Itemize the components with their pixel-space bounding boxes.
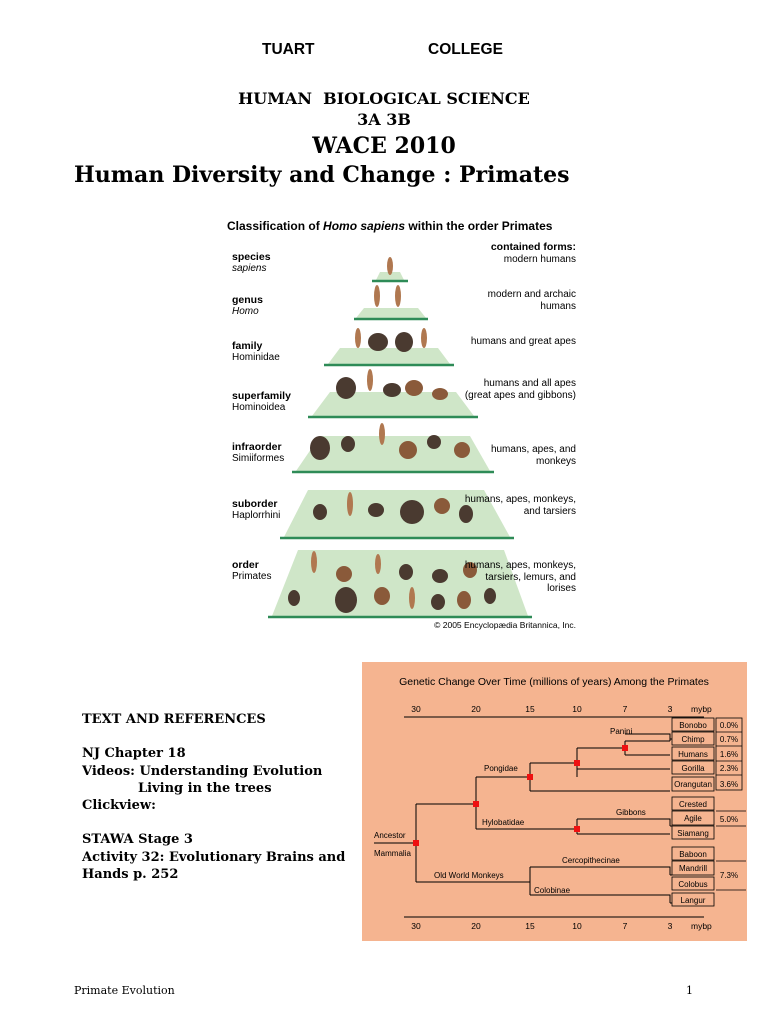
- rank-genus: genus Homo: [232, 294, 263, 317]
- species-label: Mandrill: [678, 864, 708, 873]
- tick-label: 7: [622, 704, 628, 714]
- species-label: Siamang: [677, 829, 709, 838]
- percentage-label: 7.3%: [719, 871, 739, 880]
- species-label: Bonobo: [679, 721, 707, 730]
- pyramid-heading: Classification of Homo sapiens within the order Primates: [227, 219, 553, 233]
- species-label: Agile: [684, 814, 702, 823]
- forms-order: humans, apes, monkeys, tarsiers, lemurs, and lorises: [464, 560, 576, 594]
- percentage-label: 3.6%: [719, 780, 739, 789]
- clade-label: Gibbons: [616, 808, 646, 817]
- rank-suborder: suborder Haplorrhini: [232, 498, 281, 521]
- tick-label: 3: [667, 921, 673, 931]
- divergence-nodes: [413, 745, 628, 846]
- percentage-label: 2.3%: [719, 764, 739, 773]
- references-block: [82, 711, 345, 883]
- clade-label: Hylobatidae: [482, 818, 525, 827]
- references-heading: TEXT AND REFERENCES: [82, 712, 266, 727]
- forms-superfamily: humans and all apes (great apes and gibbons): [464, 378, 576, 401]
- rank-family: family Hominidae: [232, 340, 280, 363]
- clade-label: Colobinae: [534, 886, 571, 895]
- tick-label: 7: [622, 921, 628, 931]
- reference-line: NJ Chapter 18: [82, 746, 186, 762]
- clade-label: Mammalia: [374, 849, 411, 858]
- tick-label: mybp: [691, 921, 712, 931]
- species-label: Colobus: [678, 880, 708, 889]
- species-boxes: [672, 718, 714, 906]
- species-label: Humans: [678, 750, 708, 759]
- tick-label: 10: [572, 704, 582, 714]
- reference-line: STAWA Stage 3: [82, 832, 193, 848]
- reference-line: Living in the trees: [138, 780, 272, 796]
- tick-label: 30: [411, 704, 421, 714]
- tick-label: 20: [471, 921, 481, 931]
- forms-suborder: humans, apes, monkeys, and tarsiers: [464, 494, 576, 517]
- subject-heading: HUMAN BIOLOGICAL SCIENCE: [238, 89, 530, 108]
- tick-label: 30: [411, 921, 421, 931]
- clade-label: Cercopithecinae: [562, 856, 620, 865]
- clade-label: Pongidae: [484, 764, 518, 773]
- tick-label: 20: [471, 704, 481, 714]
- reference-line: Activity 32: Evolutionary Brains and: [82, 849, 346, 865]
- rank-superfamily: superfamily Hominoidea: [232, 390, 291, 413]
- clade-label: Ancestor: [374, 831, 406, 840]
- species-label: Baboon: [679, 850, 707, 859]
- contained-forms-label: contained forms:: [490, 241, 576, 253]
- forms-infraorder: humans, apes, and monkeys: [490, 444, 576, 467]
- exam-heading: WACE 2010: [312, 133, 456, 159]
- species-label: Gorilla: [681, 764, 705, 773]
- clade-label: Panini: [610, 727, 633, 736]
- percentage-label: 0.0%: [719, 721, 739, 730]
- reference-line: Hands p. 252: [82, 867, 179, 883]
- clade-label: Old World Monkeys: [434, 871, 504, 880]
- percentage-label: 1.6%: [719, 750, 739, 759]
- school-name-part2: COLLEGE: [428, 41, 503, 58]
- classification-pyramid-figure: [222, 212, 584, 634]
- school-name-part1: TUART: [262, 41, 315, 58]
- rank-order: order Primates: [232, 559, 272, 582]
- tick-label: 15: [525, 921, 535, 931]
- genetic-change-chart: [362, 662, 747, 941]
- species-label: Crested: [678, 800, 708, 809]
- rank-species: species sapiens: [232, 251, 271, 274]
- forms-genus: modern and archaic humans: [487, 289, 576, 312]
- species-label: Orangutan: [674, 780, 712, 789]
- top-axis: [404, 704, 712, 717]
- page-title: Human Diversity and Change : Primates: [74, 162, 570, 188]
- species-label: Langur: [680, 896, 706, 905]
- tick-label: mybp: [691, 704, 712, 714]
- footer-title: Primate Evolution: [74, 984, 175, 997]
- chart-title: Genetic Change Over Time (millions of years) Among the Primates: [399, 676, 709, 688]
- forms-family: humans and great apes: [470, 336, 576, 347]
- reference-line: Videos: Understanding Evolution: [82, 763, 323, 779]
- page-number: 1: [686, 984, 693, 997]
- tick-label: 10: [572, 921, 582, 931]
- genetic-change-diagram: [362, 662, 747, 941]
- tick-label: 15: [525, 704, 535, 714]
- percentage-label: 0.7%: [719, 735, 739, 744]
- reference-line: Clickview:: [82, 798, 156, 814]
- forms-species: modern humans: [503, 254, 576, 265]
- clade-labels: [374, 727, 646, 895]
- rank-infraorder: infraorder Simiiformes: [232, 441, 285, 464]
- percentage-label: 5.0%: [719, 815, 739, 824]
- tick-label: 3: [667, 704, 673, 714]
- pyramid-copyright: © 2005 Encyclopædia Britannica, Inc.: [434, 620, 576, 630]
- level-heading: 3A 3B: [357, 110, 411, 129]
- species-label: Chimp: [681, 735, 705, 744]
- bottom-axis: [404, 917, 712, 931]
